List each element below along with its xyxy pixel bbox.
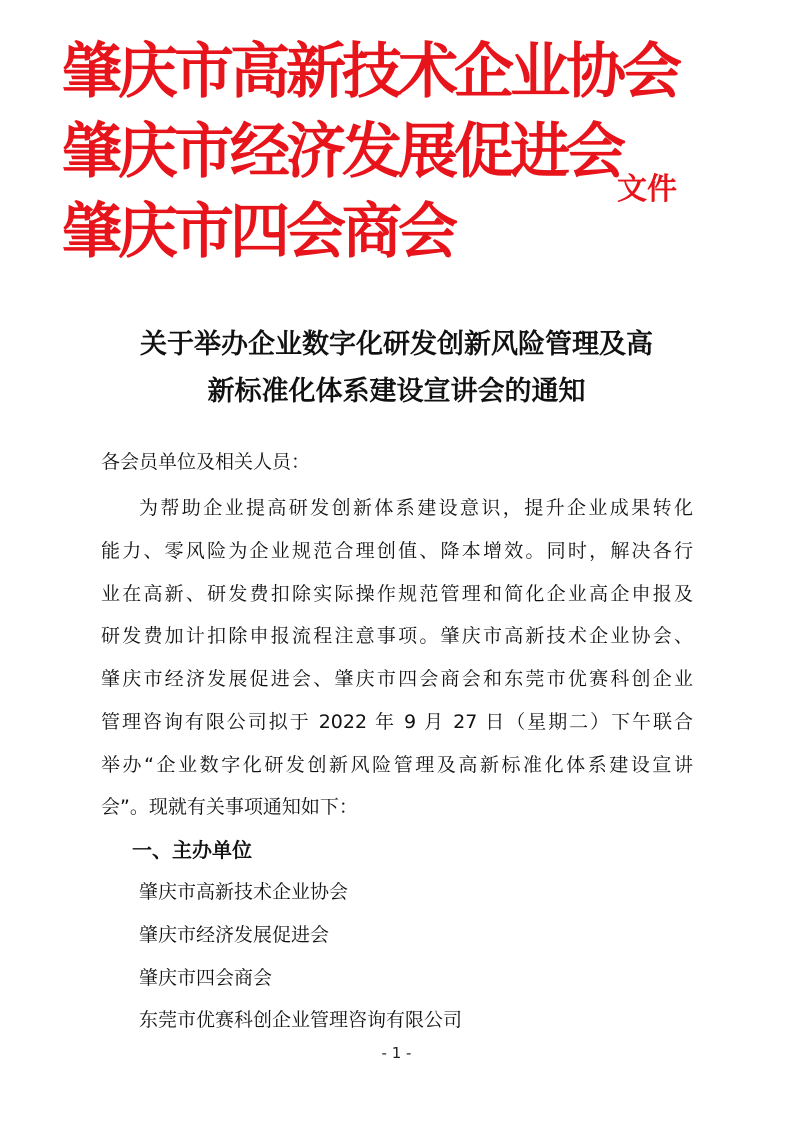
letterhead-suffix: 文件	[617, 172, 677, 207]
document-title-line-2: 新标准化体系建设宣讲会的通知	[207, 376, 586, 407]
body-line: 能力、零风险为企业规范合理创值、降本增效。同时，解决各行	[101, 540, 693, 562]
section-heading-organizers: 一、主办单位	[132, 838, 252, 862]
organizer-item: 肇庆市高新技术企业协会	[139, 881, 349, 903]
letterhead-line-2: 肇庆市经济发展促进会	[62, 117, 622, 187]
body-line: 研发费加计扣除申报流程注意事项。肇庆市高新技术企业协会、	[101, 625, 693, 647]
organizer-item: 肇庆市经济发展促进会	[139, 924, 330, 946]
body-line: 业在高新、研发费扣除实际操作规范管理和简化企业高企申报及	[101, 583, 693, 605]
letterhead-line-3: 肇庆市四会商会	[62, 197, 454, 267]
salutation: 各会员单位及相关人员：	[101, 451, 311, 473]
body-line: 为帮助企业提高研发创新体系建设意识，提升企业成果转化	[139, 497, 693, 519]
page-number: - 1 -	[381, 1044, 412, 1062]
body-line: 举办“企业数字化研发创新风险管理及高新标准化体系建设宣讲	[101, 754, 693, 776]
document-title-line-1: 关于举办企业数字化研发创新风险管理及高	[140, 329, 653, 360]
organizer-item: 肇庆市四会商会	[139, 967, 273, 989]
body-line: 肇庆市经济发展促进会、肇庆市四会商会和东莞市优赛科创企业	[101, 668, 693, 690]
organizer-item: 东莞市优赛科创企业管理咨询有限公司	[139, 1009, 463, 1031]
letterhead	[62, 32, 762, 272]
letterhead-line-1: 肇庆市高新技术企业协会	[62, 37, 678, 107]
body-line: 管理咨询有限公司拟于 2022 年 9 月 27 日（星期二）下午联合	[101, 711, 693, 733]
body-line: 会”。现就有关事项通知如下：	[101, 796, 358, 818]
